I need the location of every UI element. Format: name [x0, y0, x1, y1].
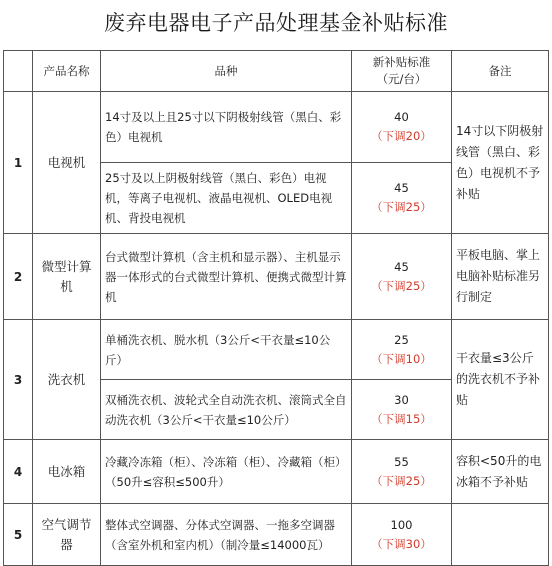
header-standard-line: 新补贴标准	[372, 55, 431, 69]
subsidy-standard	[352, 380, 452, 440]
product-variety: 单桶洗衣机、脱水机（3公斤<干衣量≤10公斤）	[101, 320, 352, 380]
subsidy-reduction: （下调20）	[371, 129, 432, 143]
subsidy-value: 30	[394, 392, 409, 407]
subsidy-value: 45	[394, 181, 409, 195]
subsidy-reduction: （下调25）	[371, 278, 432, 293]
page-title: 废弃电器电子产品处理基金补贴标准	[104, 11, 448, 35]
product-variety: 双桶洗衣机、波轮式全自动洗衣机、滚筒式全自动洗衣机（3公斤<干衣量≤10公斤）	[101, 380, 352, 440]
subsidy-value: 100	[390, 517, 413, 532]
row-index: 2	[4, 234, 33, 320]
product-variety: 25寸及以上阴极射线管（黑白、彩色）电视机，等离子电视机、液晶电视机、OLED电视机、背投电视机	[101, 163, 352, 234]
row-index: 3	[4, 320, 33, 440]
row-index: 1	[4, 92, 33, 234]
header-standard-line: （元/台）	[376, 72, 427, 86]
subsidy-standard	[352, 234, 452, 320]
table-row	[4, 504, 549, 566]
product-variety: 冷藏冷冻箱（柜）、冷冻箱（柜）、冷藏箱（柜）（50升≤容积≤500升）	[101, 440, 352, 504]
subsidy-reduction: （下调15）	[371, 411, 432, 426]
product-variety: 台式微型计算机（含主机和显示器）、主机显示器一体形式的台式微型计算机、便携式微型计算机	[101, 234, 352, 320]
subsidy-value: 25	[394, 332, 409, 347]
note: 平板电脑、掌上电脑补贴标准另行制定	[452, 234, 549, 320]
subsidy-reduction: （下调30）	[371, 536, 432, 551]
product-name: 空气调节器	[33, 504, 101, 566]
product-variety: 14寸及以上且25寸以下阴极射线管（黑白、彩色）电视机	[101, 92, 352, 163]
header-variety: 品种	[101, 51, 352, 92]
table-row	[4, 234, 549, 320]
product-name: 电视机	[33, 92, 101, 234]
product-name: 电冰箱	[33, 440, 101, 504]
row-index: 4	[4, 440, 33, 504]
header-index	[4, 51, 33, 92]
note	[452, 504, 549, 566]
subsidy-reduction: （下调25）	[371, 473, 432, 488]
subsidy-standard	[352, 504, 452, 566]
row-index: 5	[4, 504, 33, 566]
subsidy-table	[3, 50, 549, 566]
header-product-name: 产品名称	[33, 51, 101, 92]
header-standard-text	[356, 54, 447, 88]
note: 干衣量≤3公斤的洗衣机不予补贴	[452, 320, 549, 440]
product-name: 微型计算机	[33, 234, 101, 320]
subsidy-standard	[352, 163, 452, 234]
subsidy-reduction: （下调25）	[371, 200, 432, 214]
subsidy-standard	[352, 440, 452, 504]
product-variety: 整体式空调器、分体式空调器、一拖多空调器（含室外机和室内机）（制冷量≤14000瓦）	[101, 504, 352, 566]
header-note: 备注	[452, 51, 549, 92]
table-row	[4, 92, 549, 163]
subsidy-standard	[352, 92, 452, 163]
table-header-row	[4, 51, 549, 92]
table-body	[4, 92, 549, 566]
note: 容积<50升的电冰箱不予补贴	[452, 440, 549, 504]
subsidy-value: 55	[394, 454, 409, 469]
product-name: 洗衣机	[33, 320, 101, 440]
subsidy-value: 40	[394, 110, 409, 124]
subsidy-standard	[352, 320, 452, 380]
note: 14寸以下阴极射线管（黑白、彩色）电视机不予补贴	[452, 92, 549, 234]
subsidy-reduction: （下调10）	[371, 351, 432, 366]
table-row	[4, 440, 549, 504]
header-standard	[352, 51, 452, 92]
subsidy-value: 45	[394, 259, 409, 274]
table-row	[4, 320, 549, 380]
